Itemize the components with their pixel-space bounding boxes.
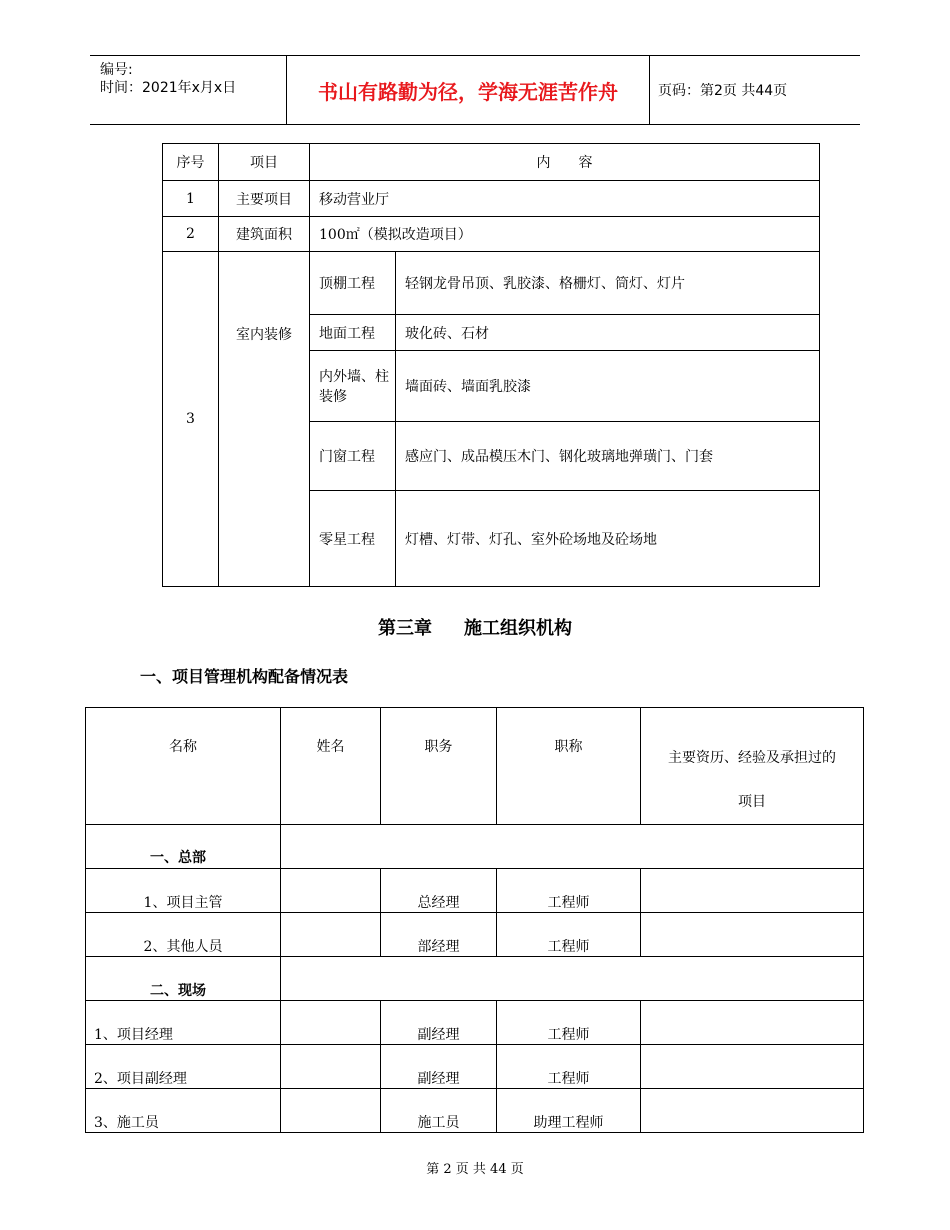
code-label: 编号: xyxy=(100,62,133,78)
chapter-number: 第三章 xyxy=(378,618,432,639)
header-cell: 职务 xyxy=(381,708,497,825)
cell-title: 助理工程师 xyxy=(497,1089,641,1133)
cell-subitem: 地面工程 xyxy=(310,315,396,351)
cell-content: 移动营业厅 xyxy=(310,181,820,217)
header-motto: 书山有路勤为径，学海无涯苦作舟 xyxy=(287,56,650,124)
group-row xyxy=(86,957,864,1001)
group-row xyxy=(86,825,864,869)
cell-content: 灯槽、灯带、灯孔、室外砼场地及砼场地 xyxy=(396,491,820,587)
cell-subitem: 顶棚工程 xyxy=(310,252,396,315)
cell-content: 轻钢龙骨吊顶、乳胶漆、格栅灯、筒灯、灯片 xyxy=(396,252,820,315)
header-meta xyxy=(90,56,287,124)
time-label: 时间：2021年x月x日 xyxy=(100,80,237,96)
chapter-heading xyxy=(0,614,950,640)
management-staff-table xyxy=(85,707,864,1133)
table-header-row xyxy=(86,708,864,825)
cell-subitem: 零星工程 xyxy=(310,491,396,587)
cell-title: 工程师 xyxy=(497,1045,641,1089)
chapter-title: 施工组织机构 xyxy=(464,618,572,639)
cell-duty: 副经理 xyxy=(381,1001,497,1045)
cell-experience xyxy=(641,913,864,957)
empty-cell xyxy=(281,825,864,869)
group-label: 二、现场 xyxy=(86,957,281,1001)
table-row xyxy=(163,217,820,252)
header-cell: 姓名 xyxy=(281,708,381,825)
cell-duty: 副经理 xyxy=(381,1045,497,1089)
cell-content: 玻化砖、石材 xyxy=(396,315,820,351)
table-row xyxy=(86,1089,864,1133)
table-row xyxy=(86,1045,864,1089)
header-cell: 职称 xyxy=(497,708,641,825)
cell-title: 工程师 xyxy=(497,913,641,957)
table-row xyxy=(86,869,864,913)
table-row xyxy=(163,181,820,217)
cell-no: 1 xyxy=(163,181,219,217)
cell-name: 2、项目副经理 xyxy=(86,1045,281,1089)
table-row xyxy=(86,1001,864,1045)
header-cell xyxy=(641,708,864,825)
section-title: 一、项目管理机构配备情况表 xyxy=(140,667,349,686)
cell-person xyxy=(281,869,381,913)
empty-cell xyxy=(281,957,864,1001)
cell-experience xyxy=(641,1089,864,1133)
cell-experience xyxy=(641,1001,864,1045)
cell-person xyxy=(281,1001,381,1045)
cell-name: 3、施工员 xyxy=(86,1089,281,1133)
cell-duty: 施工员 xyxy=(381,1089,497,1133)
page-footer: 第 2 页 共 44 页 xyxy=(426,1162,524,1177)
header-cell: 序号 xyxy=(163,144,219,181)
cell-title: 工程师 xyxy=(497,1001,641,1045)
cell-name: 1、项目经理 xyxy=(86,1001,281,1045)
header-cell-line: 项目 xyxy=(738,794,766,810)
cell-person xyxy=(281,913,381,957)
cell-no: 2 xyxy=(163,217,219,252)
table-header-row xyxy=(163,144,820,181)
project-overview-table xyxy=(162,143,820,587)
table-row xyxy=(163,252,820,315)
cell-item: 室内装修 xyxy=(219,252,310,587)
cell-content: 100㎡（模拟改造项目） xyxy=(310,217,820,252)
cell-subitem: 门窗工程 xyxy=(310,422,396,491)
cell-name: 1、项目主管 xyxy=(86,869,281,913)
header-cell-line: 主要资历、经验及承担过的 xyxy=(668,750,836,766)
cell-duty: 总经理 xyxy=(381,869,497,913)
cell-item: 主要项目 xyxy=(219,181,310,217)
header-cell: 内 容 xyxy=(310,144,820,181)
header-cell: 项目 xyxy=(219,144,310,181)
cell-experience xyxy=(641,1045,864,1089)
cell-duty: 部经理 xyxy=(381,913,497,957)
cell-subitem: 内外墙、柱装修 xyxy=(310,351,396,422)
cell-experience xyxy=(641,869,864,913)
cell-name: 2、其他人员 xyxy=(86,913,281,957)
cell-content: 感应门、成品模压木门、钢化玻璃地弹璜门、门套 xyxy=(396,422,820,491)
table-row xyxy=(86,913,864,957)
header-page-info: 页码：第2页 共44页 xyxy=(658,83,788,99)
cell-person xyxy=(281,1089,381,1133)
header-cell: 名称 xyxy=(86,708,281,825)
cell-item: 建筑面积 xyxy=(219,217,310,252)
group-label: 一、总部 xyxy=(86,825,281,869)
cell-no: 3 xyxy=(163,252,219,587)
cell-content: 墙面砖、墙面乳胶漆 xyxy=(396,351,820,422)
page-header xyxy=(90,55,860,125)
cell-title: 工程师 xyxy=(497,869,641,913)
cell-person xyxy=(281,1045,381,1089)
